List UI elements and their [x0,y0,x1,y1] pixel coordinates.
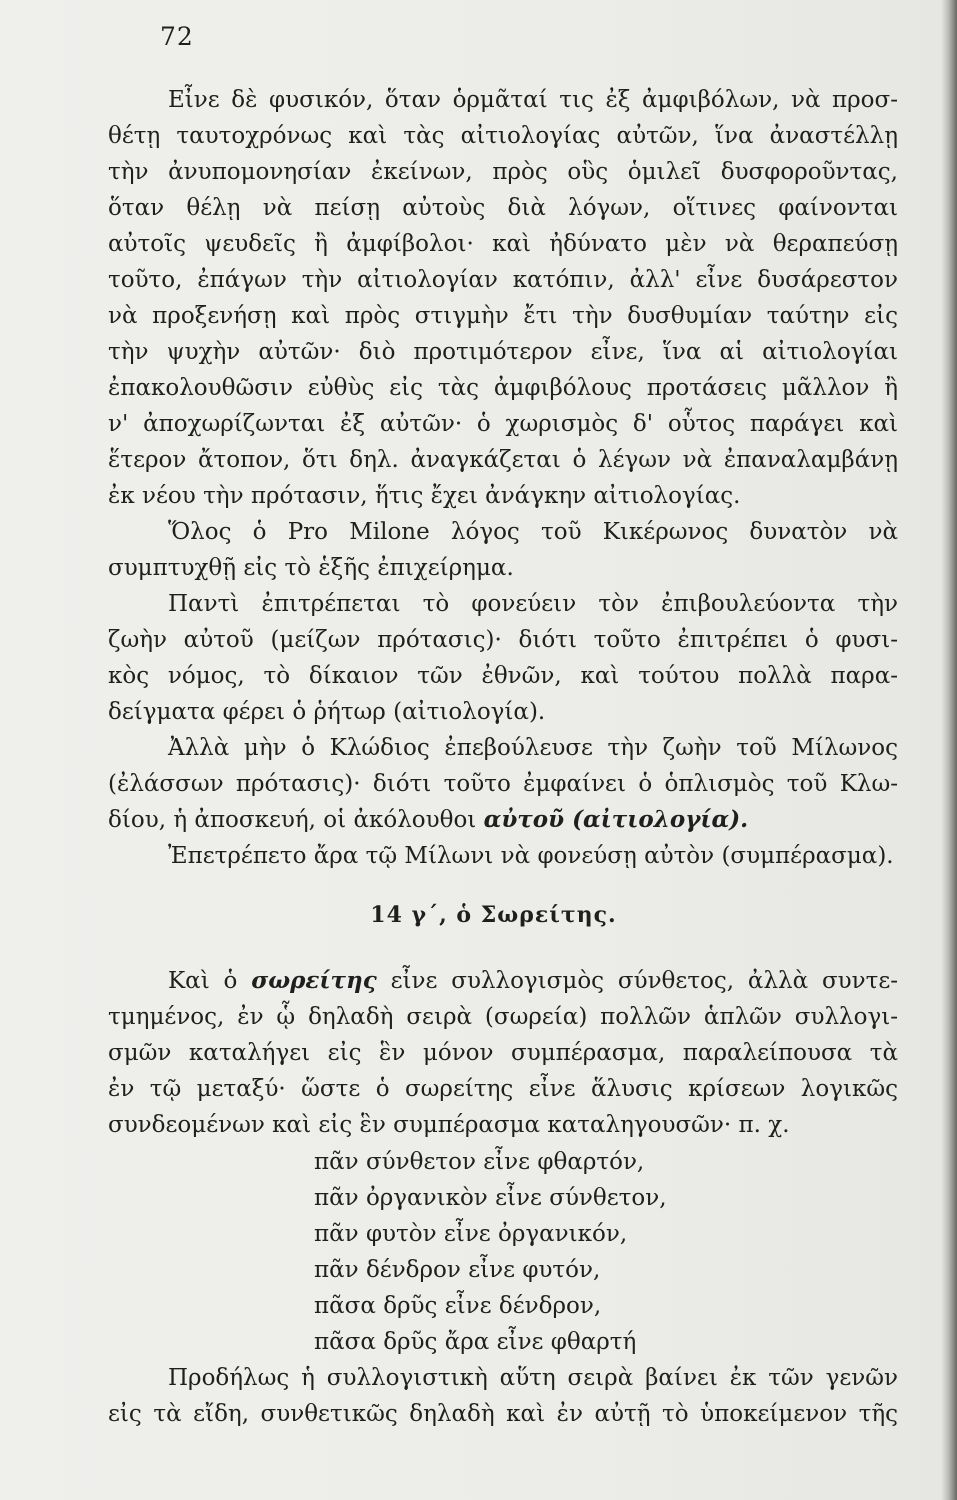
text-line: ἐκ νέου τὴν πρότασιν, ἥτις ἔχει ἀνάγκην αἰτιολογίας. [108,483,741,509]
chain-line: πᾶν ὀργανικὸν εἶνε σύνθετον, [314,1185,667,1211]
text-line [108,802,898,838]
text-line: κὸς νόμος, τὸ δίκαιον τῶν ἐθνῶν, καὶ τούτου πολλὰ παρα- [108,663,898,689]
text-line: Ὅλος ὁ Pro Milone λόγος τοῦ Κικέρωνος δυνατὸν νὰ [168,519,898,545]
text-span: εἶνε συλλογισμὸς σύνθετος, ἀλλὰ συντε- [390,968,898,994]
bold-italic-span: σωρείτης [251,967,377,994]
text-span: δίου, ἡ ἀποσκευή, οἱ ἀκόλουθοι [108,807,477,833]
text-line [108,963,898,999]
text-line: ἕτερον ἄτοπον, ὅτι δηλ. ἀναγκάζεται ὁ λέγων νὰ ἐπαναλαμβάνῃ [108,447,898,473]
text-line: τμημένος, ἐν ᾧ δηλαδὴ σειρὰ (σωρεία) πολλῶν ἁπλῶν συλλογι- [108,1004,898,1030]
chain-line: πᾶσα δρῦς ἄρα εἶνε φθαρτή [314,1329,637,1355]
bold-italic-span: αὐτοῦ (αἰτιολογία). [483,806,749,833]
text-line: ὅταν θέλῃ νὰ πείσῃ αὐτοὺς διὰ λόγων, οἵτινες φαίνονται [108,195,898,221]
text-line: θέτῃ ταυτοχρόνως καὶ τὰς αἰτιολογίας αὐτῶν, ἵνα ἀναστέλλῃ [108,123,898,149]
section-2-text [108,963,898,1143]
chain-line: πᾶν δένδρον εἶνε φυτόν, [314,1257,601,1283]
section-heading: 14 γ΄, ὁ Σωρείτης. [370,902,617,928]
text-span: Καὶ ὁ [168,968,238,994]
text-line: δείγματα φέρει ὁ ῥήτωρ (αἰτιολογία). [108,699,546,725]
section-3-text [108,1360,898,1432]
text-line: εἰς τὰ εἴδη, συνθετικῶς δηλαδὴ καὶ ἐν αὐτῇ τὸ ὑποκείμενον τῆς [108,1401,898,1427]
text-line: (ἐλάσσων πρότασις)· διότι τοῦτο ἐμφαίνει ὁ ὁπλισμὸς τοῦ Κλω- [108,771,898,797]
text-line: σμῶν καταλήγει εἰς ἓν μόνον συμπέρασμα, παραλείπουσα τὰ [108,1040,898,1066]
text-line: Ἀλλὰ μὴν ὁ Κλώδιος ἐπεβούλευσε τὴν ζωὴν τοῦ Μίλωνος [168,735,898,761]
text-line: Παντὶ ἐπιτρέπεται τὸ φονεύειν τὸν ἐπιβουλεύοντα τὴν [168,591,898,617]
chain-line: πᾶν σύνθετον εἶνε φθαρτόν, [314,1149,645,1175]
syllogism-chain [314,1144,734,1360]
text-line: τὴν ἀνυπομονησίαν ἐκείνων, πρὸς οὓς ὁμιλεῖ δυσφοροῦντας, [108,159,898,185]
text-line: Ἐπετρέπετο ἄρα τῷ Μίλωνι νὰ φονεύσῃ αὐτὸν (συμπέρασμα). [168,843,894,869]
chain-line: πᾶσα δρῦς εἶνε δένδρον, [314,1293,602,1319]
text-line: ἐν τῷ μεταξύ· ὥστε ὁ σωρείτης εἶνε ἅλυσις κρίσεων λογικῶς [108,1076,898,1102]
text-line: τὴν ψυχὴν αὐτῶν· διὸ προτιμότερον εἶνε, ἵνα αἱ αἰτιολογίαι [108,339,898,365]
page-edge-shadow [941,0,957,1500]
text-line: Εἶνε δὲ φυσικόν, ὅταν ὁρμᾶταί τις ἐξ ἀμφιβόλων, νὰ προσ- [168,87,898,113]
section-1-text [108,82,898,874]
text-line: ζωὴν αὐτοῦ (μείζων πρότασις)· διότι τοῦτο ἐπιτρέπει ὁ φυσι- [108,627,898,653]
text-line: συμπτυχθῇ εἰς τὸ ἑξῆς ἐπιχείρημα. [108,555,514,581]
chain-line: πᾶν φυτὸν εἶνε ὀργανικόν, [314,1221,628,1247]
text-line: Προδήλως ἡ συλλογιστικὴ αὕτη σειρὰ βαίνει ἐκ τῶν γενῶν [168,1365,898,1391]
text-line: ἐπακολουθῶσιν εὐθὺς εἰς τὰς ἀμφιβόλους προτάσεις μᾶλλον ἢ [108,375,898,401]
text-line: νὰ προξενήσῃ καὶ πρὸς στιγμὴν ἔτι τὴν δυσθυμίαν ταύτην εἰς [108,303,898,329]
page-number: 72 [160,22,194,51]
text-line: αὐτοῖς ψευδεῖς ἢ ἀμφίβολοι· καὶ ἠδύνατο μὲν νὰ θεραπεύσῃ [108,231,898,257]
text-line: τοῦτο, ἐπάγων τὴν αἰτιολογίαν κατόπιν, ἀλλ' εἶνε δυσάρεστον [108,267,898,293]
text-line: συνδεομένων καὶ εἰς ἓν συμπέρασμα καταληγουσῶν· π. χ. [108,1112,790,1138]
text-line: ν' ἀποχωρίζωνται ἐξ αὐτῶν· ὁ χωρισμὸς δ' οὗτος παράγει καὶ [108,411,898,437]
